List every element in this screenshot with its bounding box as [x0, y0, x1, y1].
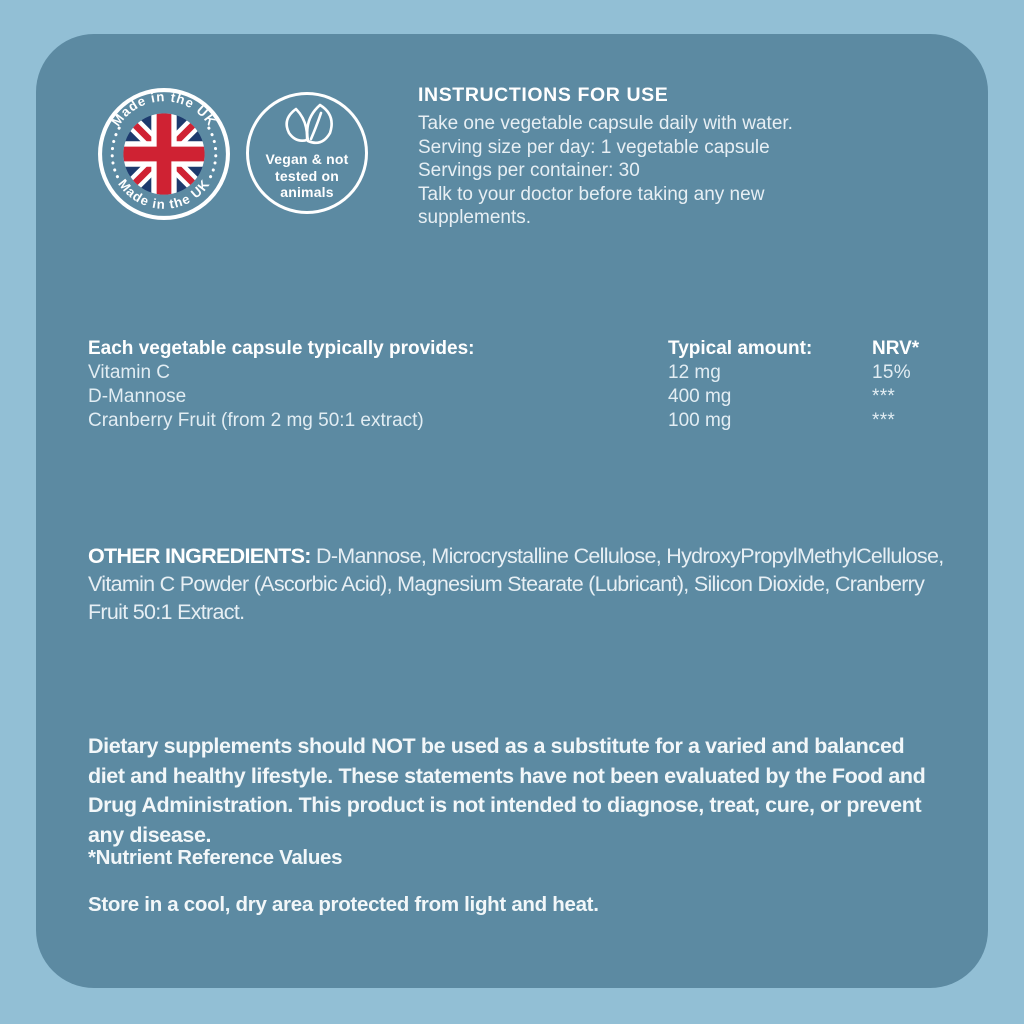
- vegan-badge-line2: tested on: [274, 167, 340, 184]
- table-cell-nrv: ***: [872, 386, 896, 407]
- uk-badge-dots-right: [209, 128, 216, 180]
- storage-instructions: Store in a cool, dry area protected from light and heat.: [88, 893, 599, 916]
- table-cell-nrv: 15%: [872, 362, 911, 383]
- nrv-note: *Nutrient Reference Values: [88, 846, 343, 869]
- table-header-name: Each vegetable capsule typically provides:: [88, 338, 475, 359]
- table-cell-amount: 100 mg: [668, 410, 732, 431]
- table-cell-amount: 12 mg: [668, 362, 721, 383]
- vegan-badge-line3: animals: [280, 184, 334, 200]
- table-cell-nrv: ***: [872, 410, 896, 431]
- vegan-badge: [246, 92, 368, 214]
- uk-badge-text-bottom: Made in the UK: [115, 176, 213, 212]
- table-header-amount: Typical amount:: [668, 338, 813, 359]
- instructions-section: [418, 84, 870, 230]
- other-ingredients-label: OTHER INGREDIENTS:: [88, 544, 311, 568]
- uk-badge-dots-left: [112, 128, 119, 180]
- table-cell-name: D-Mannose: [88, 386, 187, 407]
- vegan-badge-line1: Vegan & not: [265, 151, 349, 167]
- instructions-line: Talk to your doctor before taking any new supplements.: [418, 183, 765, 228]
- uk-flag-icon: [97, 87, 231, 221]
- leaf-icon: [272, 103, 342, 151]
- uk-badge-text-top: Made in the UK: [108, 89, 220, 129]
- instructions-line: Serving size per day: 1 vegetable capsule: [418, 136, 770, 158]
- table-cell-name: Cranberry Fruit (from 2 mg 50:1 extract): [88, 410, 424, 431]
- table-header-nrv: NRV*: [872, 338, 920, 359]
- supplement-table: [88, 337, 968, 433]
- instructions-title: INSTRUCTIONS FOR USE: [418, 84, 669, 106]
- instructions-line: Servings per container: 30: [418, 160, 640, 181]
- other-ingredients-text: D-Mannose, Microcrystalline Cellulose, HydroxyPropylMethylCellulose, Vitamin C Powder (Ascorbic Acid), Magnesium Stearate (Lubricant), Silicon Dioxide, Cranberry Fruit 50:1 Extract.: [88, 544, 944, 624]
- made-in-uk-badge: [97, 87, 231, 221]
- table-cell-name: Vitamin C: [88, 362, 171, 383]
- instructions-line: Take one vegetable capsule daily with water.: [418, 113, 793, 134]
- label-panel: [36, 34, 988, 988]
- fda-disclaimer: Dietary supplements should NOT be used as a substitute for a varied and balanced diet and healthy lifestyle. These statements have not been evaluated by the Food and Drug Administration. This product is not intended to diagnose, treat, cure, or prevent any disease.: [88, 734, 926, 847]
- table-cell-amount: 400 mg: [668, 386, 732, 407]
- other-ingredients-section: [88, 542, 956, 626]
